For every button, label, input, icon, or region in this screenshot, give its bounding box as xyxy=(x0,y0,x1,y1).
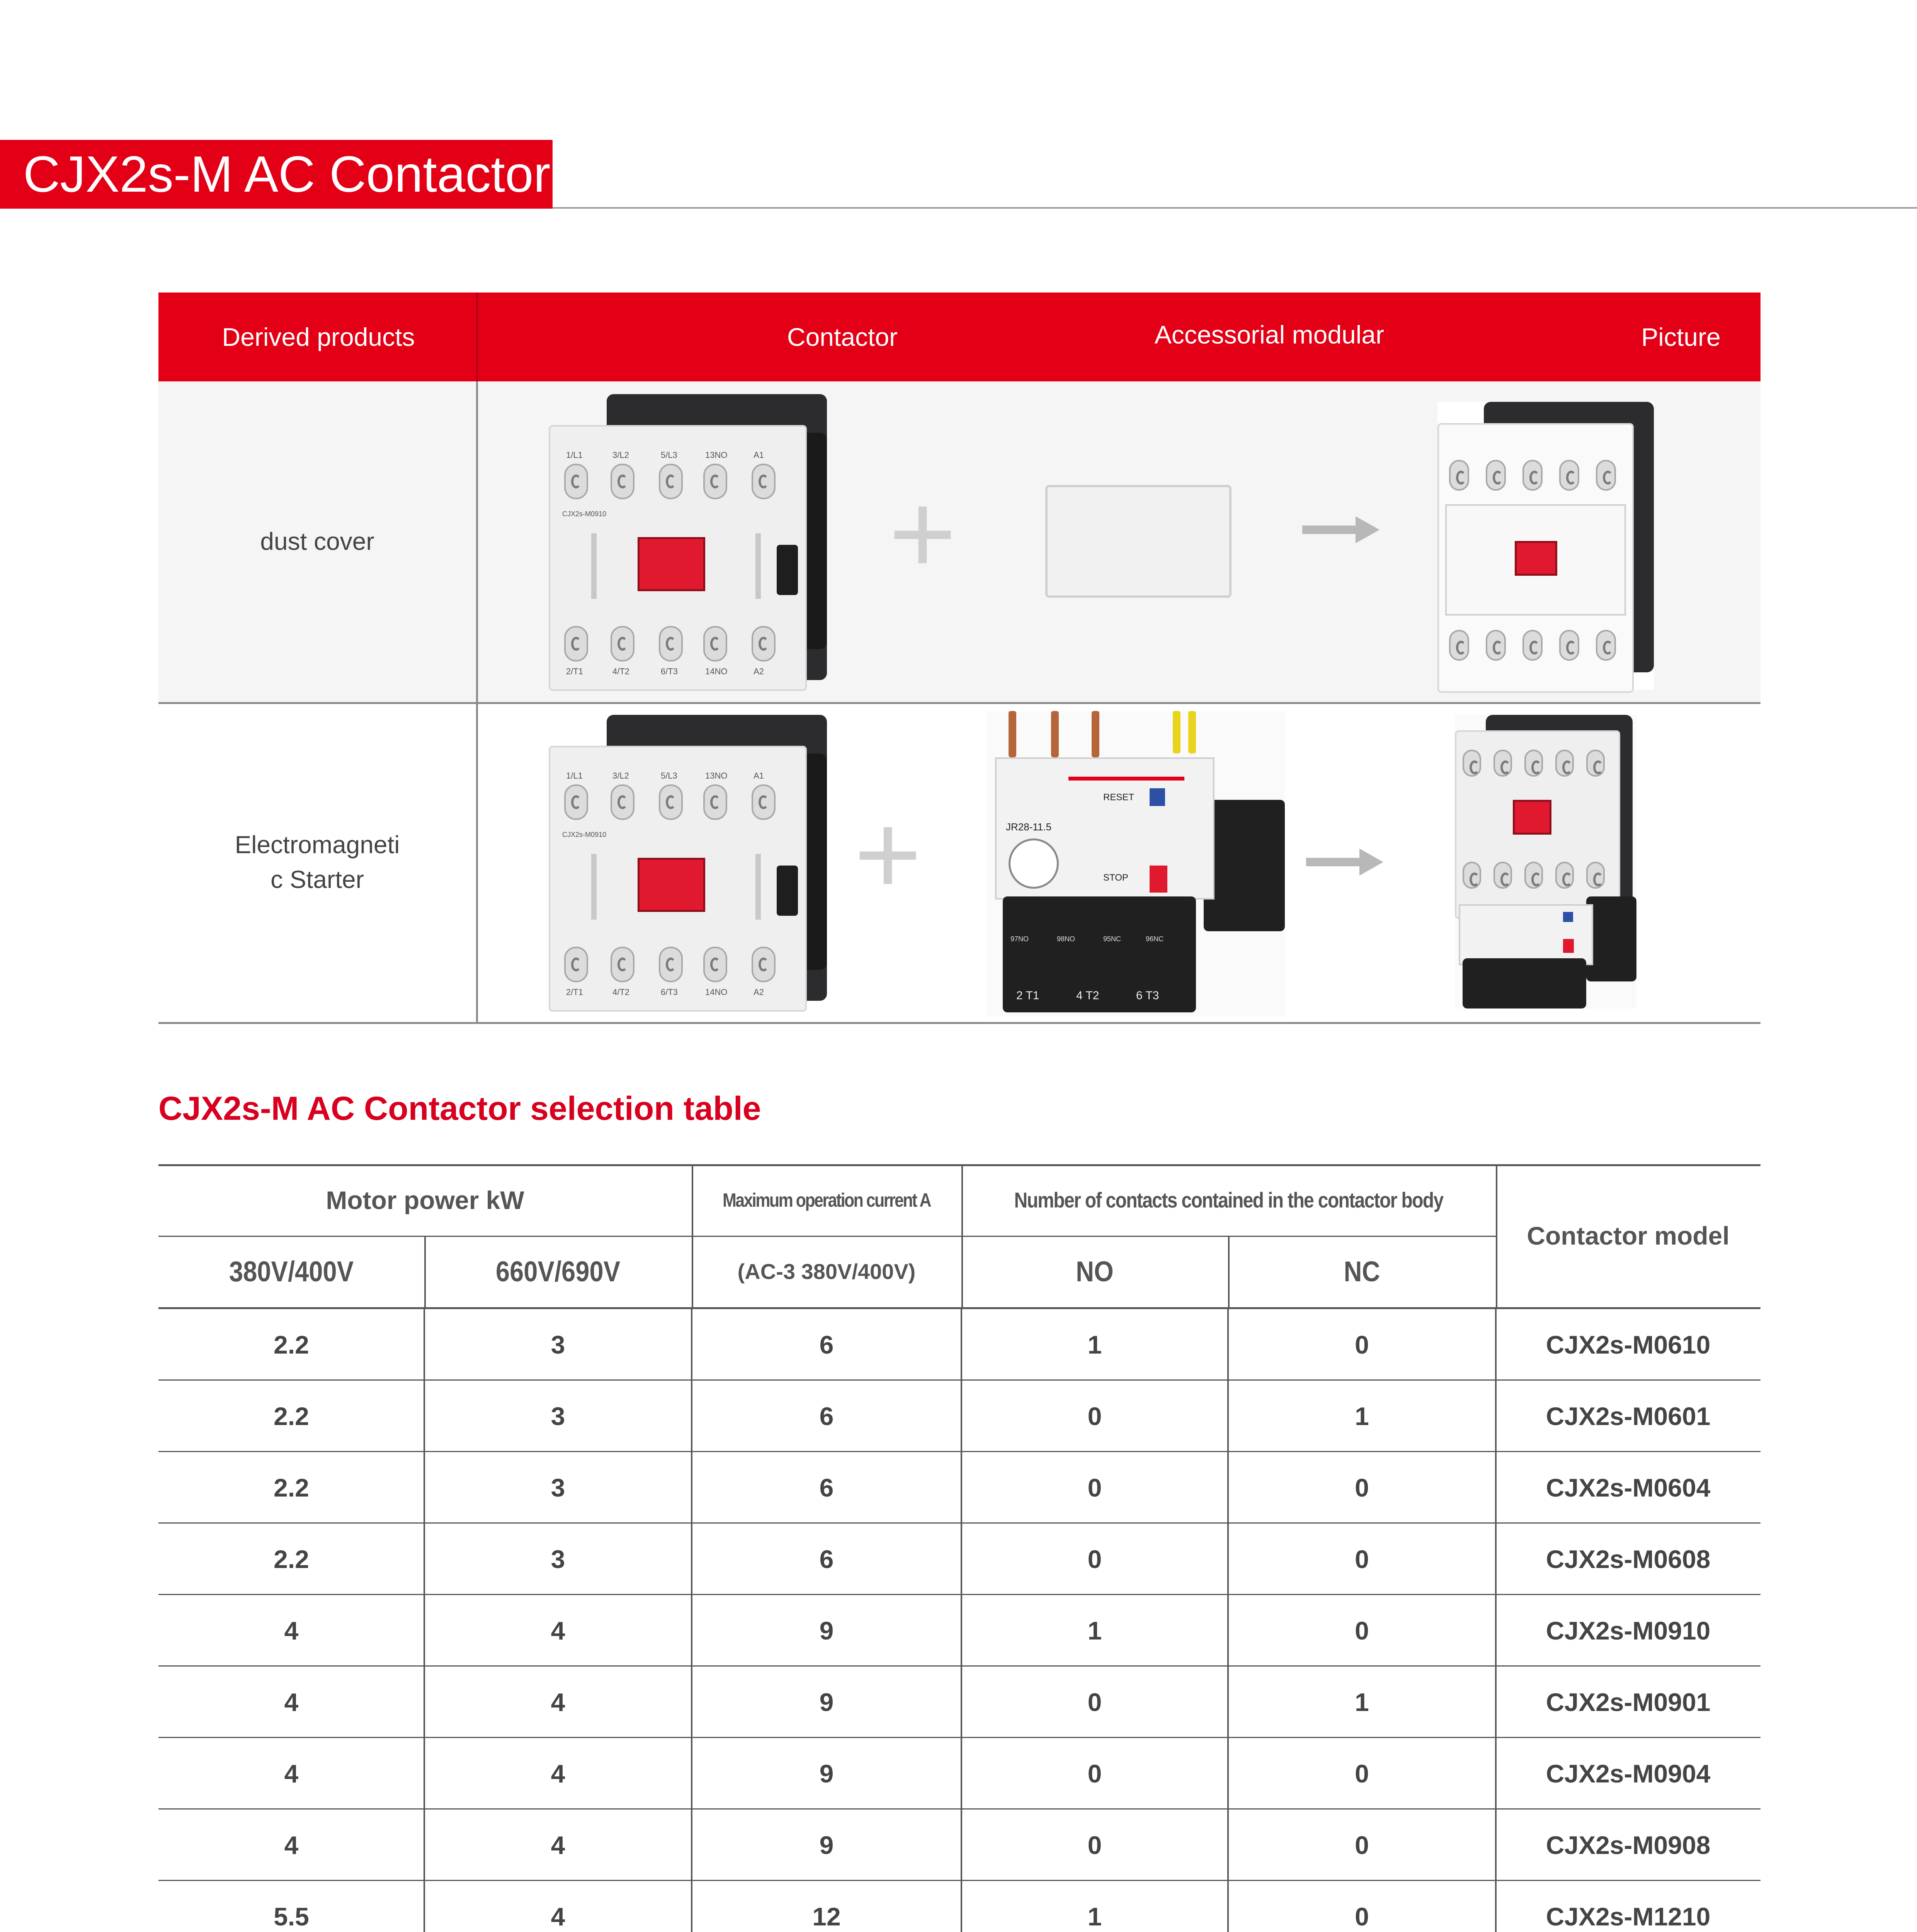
terminal-label: 14NO xyxy=(705,667,728,676)
col-contactor: Contactor xyxy=(787,323,898,351)
col-divider xyxy=(1495,1381,1497,1452)
cell-660v: 4 xyxy=(551,1688,565,1716)
cell-current: 6 xyxy=(819,1402,834,1430)
cell-660v: 3 xyxy=(551,1402,565,1430)
terminal-label: A2 xyxy=(754,667,764,676)
header-col-divider xyxy=(961,1164,963,1307)
col-divider xyxy=(691,1667,692,1738)
relay-aux-label: 97NO xyxy=(1010,935,1029,943)
col-divider xyxy=(961,1667,962,1738)
cell-current: 12 xyxy=(812,1902,841,1931)
th-660v: 660V/690V xyxy=(495,1255,621,1287)
header-divider xyxy=(476,293,478,381)
terminal-label: 3/L2 xyxy=(612,450,629,460)
model-mark: CJX2s-M0910 xyxy=(562,510,607,518)
col-divider xyxy=(1495,1452,1497,1524)
col-divider xyxy=(1495,1595,1497,1667)
terminal-label: 1/L1 xyxy=(566,450,583,460)
row-label-dust-cover: dust cover xyxy=(260,527,374,556)
col-divider xyxy=(961,1595,962,1667)
cell-nc: 0 xyxy=(1355,1545,1369,1573)
cell-nc: 0 xyxy=(1355,1616,1369,1645)
th-nc: NC xyxy=(1344,1255,1380,1287)
col-divider xyxy=(424,1381,425,1452)
cell-model: CJX2s-M0601 xyxy=(1546,1402,1711,1430)
actuator xyxy=(638,537,705,591)
cell-nc: 0 xyxy=(1355,1330,1369,1359)
cell-no: 1 xyxy=(1087,1616,1102,1645)
col-divider xyxy=(691,1810,692,1881)
cell-380v: 2.2 xyxy=(274,1473,309,1502)
col-divider xyxy=(424,1810,425,1881)
th-max-current: Maximum operation current A xyxy=(722,1189,931,1211)
terminal-label: 13NO xyxy=(705,450,728,460)
cell-model: CJX2s-M0604 xyxy=(1546,1473,1711,1502)
col-divider xyxy=(691,1452,692,1524)
cell-nc: 0 xyxy=(1355,1902,1369,1931)
relay-terminal-label: 4 T2 xyxy=(1076,989,1099,1002)
relay-aux-label: 96NC xyxy=(1146,935,1164,943)
col-divider xyxy=(424,1524,425,1595)
col-divider xyxy=(1227,1738,1229,1810)
header-col-divider xyxy=(424,1236,426,1307)
col-divider xyxy=(424,1881,425,1932)
selection-table-title: CJX2s-M AC Contactor selection table xyxy=(158,1090,761,1127)
col-divider xyxy=(1495,1667,1497,1738)
terminal-label: 2/T1 xyxy=(566,987,583,997)
cell-model: CJX2s-M0610 xyxy=(1546,1330,1711,1359)
relay-terminal-label: 6 T3 xyxy=(1136,989,1159,1002)
col-derived-products: Derived products xyxy=(222,323,415,351)
col-divider xyxy=(961,1524,962,1595)
terminal-label: A1 xyxy=(754,450,764,460)
col-divider xyxy=(961,1810,962,1881)
cell-380v: 4 xyxy=(284,1759,299,1788)
cell-no: 0 xyxy=(1087,1831,1102,1859)
cell-nc: 0 xyxy=(1355,1473,1369,1502)
contactor-image xyxy=(549,715,827,1009)
cell-660v: 3 xyxy=(551,1330,565,1359)
th-no: NO xyxy=(1076,1255,1114,1287)
col-divider xyxy=(691,1595,692,1667)
cell-no: 0 xyxy=(1087,1545,1102,1573)
cell-nc: 1 xyxy=(1355,1688,1369,1716)
col-divider xyxy=(961,1309,962,1381)
terminal-label: 2/T1 xyxy=(566,667,583,676)
col-divider xyxy=(961,1452,962,1524)
col-divider xyxy=(1227,1595,1229,1667)
col-divider xyxy=(691,1738,692,1810)
header-rule xyxy=(553,207,1917,209)
col-divider xyxy=(1227,1452,1229,1524)
cell-model: CJX2s-M0910 xyxy=(1546,1616,1711,1645)
col-divider xyxy=(691,1524,692,1595)
col-divider xyxy=(424,1738,425,1810)
col-divider xyxy=(961,1881,962,1932)
terminal-label: 5/L3 xyxy=(661,771,677,781)
cell-no: 0 xyxy=(1087,1473,1102,1502)
cell-current: 6 xyxy=(819,1545,834,1573)
cell-660v: 4 xyxy=(551,1759,565,1788)
cell-model: CJX2s-M0904 xyxy=(1546,1759,1711,1788)
col-divider xyxy=(1495,1810,1497,1881)
cell-660v: 4 xyxy=(551,1616,565,1645)
cell-no: 1 xyxy=(1087,1902,1102,1931)
cell-model: CJX2s-M0608 xyxy=(1546,1545,1711,1573)
cell-current: 6 xyxy=(819,1473,834,1502)
th-ac3: (AC-3 380V/400V) xyxy=(737,1259,916,1284)
cell-model: CJX2s-M1210 xyxy=(1546,1902,1711,1931)
cell-no: 0 xyxy=(1087,1759,1102,1788)
arrow-right-icon xyxy=(1302,526,1356,534)
cell-current: 9 xyxy=(819,1688,834,1716)
cell-no: 1 xyxy=(1087,1330,1102,1359)
derived-table-header xyxy=(158,293,1761,381)
terminal-label: A1 xyxy=(754,771,764,781)
cell-model: CJX2s-M0908 xyxy=(1546,1831,1711,1859)
cell-660v: 3 xyxy=(551,1473,565,1502)
plus-icon: + xyxy=(854,789,922,919)
cell-380v: 2.2 xyxy=(274,1330,309,1359)
col-divider xyxy=(961,1738,962,1810)
col-picture: Picture xyxy=(1641,323,1721,351)
relay-model-label: JR28-11.5 xyxy=(1006,821,1052,833)
cell-380v: 4 xyxy=(284,1688,299,1716)
cell-380v: 4 xyxy=(284,1831,299,1859)
arrow-right-icon xyxy=(1306,858,1360,866)
title-product: AC Contactor xyxy=(244,146,551,202)
thermal-relay-image xyxy=(987,711,1285,1016)
model-mark: CJX2s-M0910 xyxy=(562,831,607,838)
th-contacts: Number of contacts contained in the contactor body xyxy=(1014,1188,1443,1212)
col-divider xyxy=(961,1381,962,1452)
terminal-label: 3/L2 xyxy=(612,771,629,781)
terminal-label: 14NO xyxy=(705,987,728,997)
cell-current: 9 xyxy=(819,1831,834,1859)
cell-660v: 4 xyxy=(551,1902,565,1931)
th-contactor-model: Contactor model xyxy=(1527,1221,1730,1250)
th-380v: 380V/400V xyxy=(229,1255,354,1287)
terminal-label: 4/T2 xyxy=(612,987,630,997)
relay-terminal-label: 2 T1 xyxy=(1016,989,1039,1002)
cell-no: 0 xyxy=(1087,1688,1102,1716)
col-divider xyxy=(691,1309,692,1381)
col-divider xyxy=(1495,1738,1497,1810)
dust-cover-image xyxy=(1045,485,1232,598)
cell-nc: 1 xyxy=(1355,1402,1369,1430)
cell-current: 6 xyxy=(819,1330,834,1359)
row-label-electromagnetic-starter: Electromagneti c Starter xyxy=(235,831,400,893)
relay-reset-label: RESET xyxy=(1103,792,1135,803)
terminal-label: 4/T2 xyxy=(612,667,630,676)
col-divider xyxy=(424,1452,425,1524)
terminal-label: 1/L1 xyxy=(566,771,583,781)
col-divider xyxy=(424,1667,425,1738)
th-motor-power: Motor power kW xyxy=(326,1185,524,1214)
col-divider xyxy=(1495,1524,1497,1595)
cell-current: 9 xyxy=(819,1616,834,1645)
cell-model: CJX2s-M0901 xyxy=(1546,1688,1711,1716)
terminal-label: 6/T3 xyxy=(661,667,678,676)
terminal-label: 5/L3 xyxy=(661,450,677,460)
col-divider xyxy=(1227,1381,1229,1452)
plus-icon: + xyxy=(889,468,957,598)
terminal-label: 13NO xyxy=(705,771,728,781)
title-model: CJX2s-M xyxy=(23,146,233,202)
cell-380v: 5.5 xyxy=(274,1902,309,1931)
cell-no: 0 xyxy=(1087,1402,1102,1430)
cell-660v: 4 xyxy=(551,1831,565,1859)
terminal-label: A2 xyxy=(754,987,764,997)
cell-380v: 4 xyxy=(284,1616,299,1645)
cell-380v: 2.2 xyxy=(274,1545,309,1573)
col-divider xyxy=(691,1881,692,1932)
header-col-divider xyxy=(1228,1236,1230,1307)
col-divider xyxy=(424,1309,425,1381)
col-divider xyxy=(691,1381,692,1452)
relay-stop-label: STOP xyxy=(1103,872,1128,883)
cell-380v: 2.2 xyxy=(274,1402,309,1430)
col-divider xyxy=(1495,1881,1497,1932)
cell-660v: 3 xyxy=(551,1545,565,1573)
cell-nc: 0 xyxy=(1355,1759,1369,1788)
dust-cover-result-image xyxy=(1437,402,1654,690)
page-title xyxy=(23,140,550,209)
col-accessorial-modular: Accessorial modular xyxy=(1154,320,1385,349)
col-divider xyxy=(1227,1881,1229,1932)
relay-aux-label: 98NO xyxy=(1057,935,1075,943)
col-divider xyxy=(1227,1810,1229,1881)
col-divider xyxy=(1227,1524,1229,1595)
col-divider xyxy=(1227,1309,1229,1381)
col-divider xyxy=(424,1595,425,1667)
cell-nc: 0 xyxy=(1355,1831,1369,1859)
contactor-image xyxy=(549,394,827,688)
col-divider xyxy=(1227,1667,1229,1738)
col-divider xyxy=(1495,1309,1497,1381)
actuator xyxy=(638,858,705,912)
cell-current: 9 xyxy=(819,1759,834,1788)
starter-result-image xyxy=(1455,715,1636,1009)
relay-aux-label: 95NC xyxy=(1103,935,1121,943)
terminal-label: 6/T3 xyxy=(661,987,678,997)
